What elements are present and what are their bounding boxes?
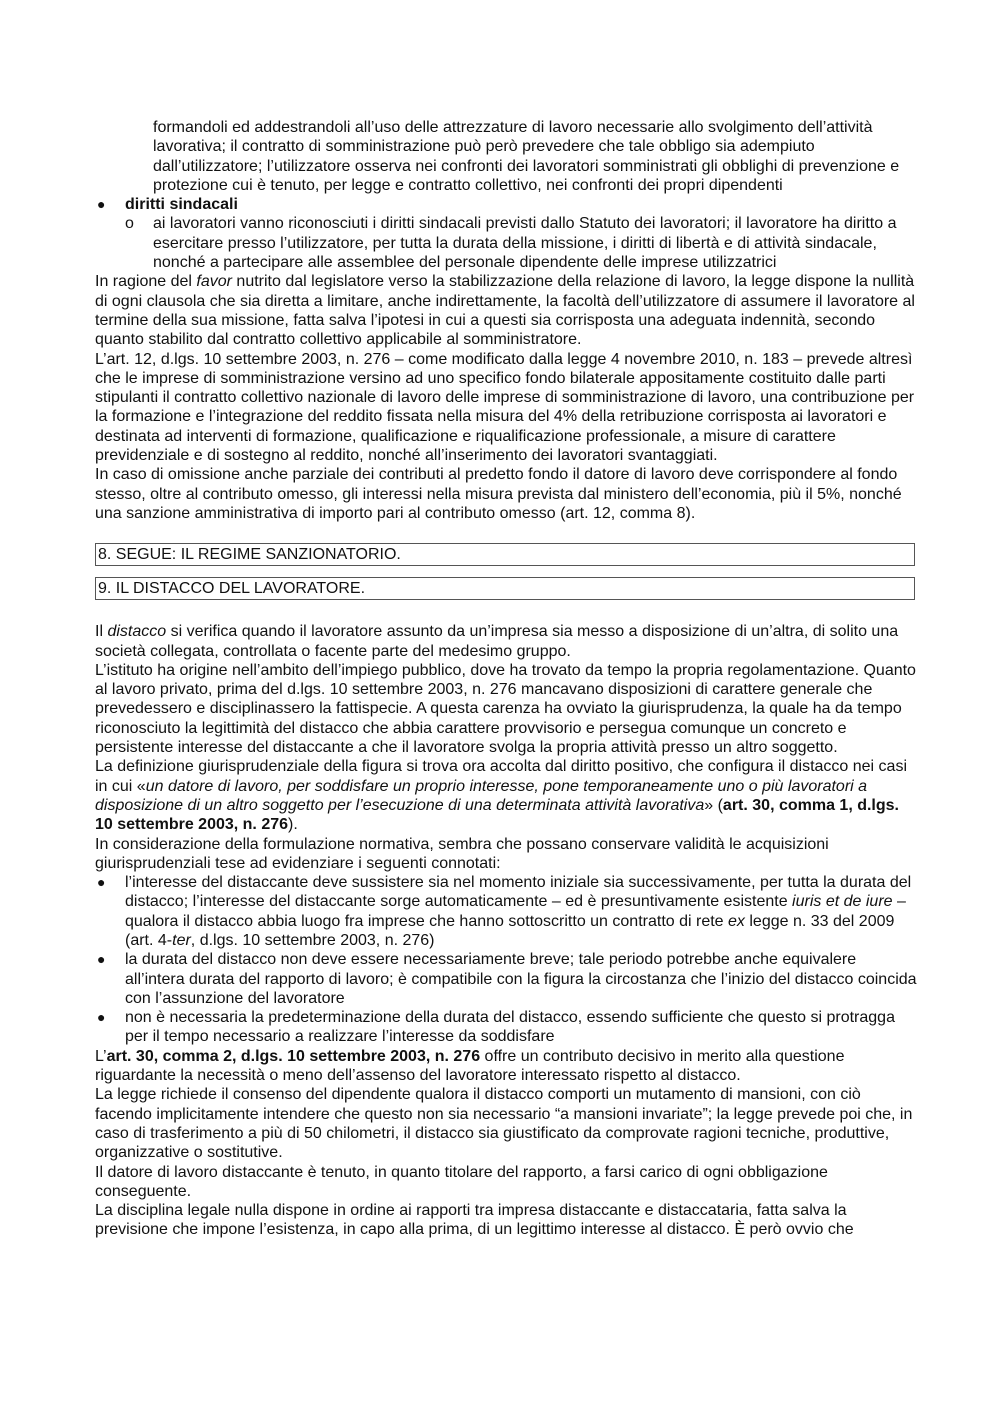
continued-sub-item: formandoli ed addestrandoli all’uso delle attrezzature di lavoro necessarie allo svolgimento dell’attività lavorativa; il contratto di somministrazione può però prevedere che tale obbligo sia adempiuto dall’utilizzatore; l’utilizzatore osserva nei confronti dei lavoratori somministrati gli obblighi di prevenzione e protezione cui è tenuto, per legge e contratto collettivo, nei confronti dei propri dipendenti: [153, 119, 900, 194]
bullet-text: non è necessaria la predeterminazione della durata del distacco, essendo sufficiente che questo si protragga per il tempo necessario a realizzare l’interesse da soddisfare: [125, 1009, 895, 1046]
italic-run: ter: [172, 931, 191, 949]
text-run: – qualora il distacco abbia luogo fra imprese che hanno sottoscritto un contratto di rete: [125, 893, 906, 930]
bold-reference: art. 30, comma 2, d.lgs. 10 settembre 2003, n. 276: [106, 1047, 481, 1065]
bullet-dot-icon: ●: [97, 196, 106, 213]
bullet-dot-icon: ●: [97, 951, 106, 968]
sub-bullet-text: ai lavoratori vanno riconosciuti i diritti sindacali previsti dallo Statuto dei lavoratori; il lavoratore ha diritto a esercitare presso l’utilizzatore, per tutta la durata della missione, i diritti di libertà e di attività sindacale, nonché a partecipare alle assemblee del personale dipendente delle imprese utilizzatrici: [153, 215, 897, 272]
bullet-dot-icon: ●: [97, 1009, 106, 1026]
bullet-text: la durata del distacco non deve essere necessariamente breve; tale periodo potrebbe anche equivalere all’intera durata del rapporto di lavoro; è compatibile con la figura la circostanza che l’inizio del distacco coincida con l’assunzione del lavoratore: [125, 951, 917, 1007]
italic-run: favor: [196, 273, 232, 291]
italic-run: iuris et de iure: [792, 893, 893, 911]
italic-run: distacco: [107, 623, 167, 641]
bold-reference: art. 30, comma 1, d.lgs. 10 settembre 2003, n. 276: [95, 796, 899, 834]
paragraph-omission: In caso di omissione anche parziale dei contributi al predetto fondo il datore di lavoro deve corrispondere al fondo stesso, oltre al contributo omesso, gli interessi nella misura prevista dal ministero dell’economia, più il 5%, nonché una sanzione amministrativa di importo pari al contributo omesso (art. 12, comma 8).: [95, 466, 902, 522]
text-run: In ragione del: [95, 273, 197, 291]
paragraph-definition: [95, 757, 917, 834]
bullet-item-interesse: [95, 873, 917, 950]
sub-bullet-item: [95, 214, 917, 272]
section-heading-8: 8. SEGUE: IL REGIME SANZIONATORIO.: [95, 543, 915, 566]
paragraph-consenso: La legge richiede il consenso del dipendente qualora il distacco comporti un mutamento di mansioni, con ciò facendo implicitamente intendere che questo non sia necessario “a mansioni invariate”; la legge prevede poi che, in caso di trasferimento a più di 50 chilometri, il distacco sia giustificato da comprovate ragioni tecniche, produttive, organizzative o sostitutive.: [95, 1086, 913, 1162]
paragraph-art30-comma2: [95, 1047, 917, 1086]
text-run: L’: [95, 1047, 107, 1065]
text-run: si verifica quando il lavoratore assunto da un’impresa sia messo a disposizione di un’altra, di solito una società collegata, controllata o facente parte del medesimo gruppo.: [95, 623, 899, 660]
paragraph-obbligazione: Il datore di lavoro distaccante è tenuto, in quanto titolare del rapporto, a farsi carico di ogni obbligazione conseguente.: [95, 1163, 828, 1200]
paragraph-origin: L’istituto ha origine nell’ambito dell’impiego pubblico, dove ha trovato da tempo la propria regolamentazione. Quanto al lavoro privato, prima del d.lgs. 10 settembre 2003, n. 276 mancavano disposizioni di carattere generale che prevedessero e disciplinassero la fattispecie. A questa carenza ha ovviato la giurisprudenza, la quale ha da tempo riconosciuto la legittimità del distacco che abbia carattere provvisorio e persegua comunque un concreto e persistente interesse del distaccante a che il lavoratore svolga la propria attività presso un altro soggetto.: [95, 661, 916, 757]
italic-quote: un datore di lavoro, per soddisfare un proprio interesse, pone temporaneamente uno o più lavoratori a disposizione di un altro soggetto per l’esecuzione di una determinata attività lavorativa: [95, 777, 868, 814]
paragraph-favor: [95, 272, 917, 349]
italic-run: ex: [728, 912, 745, 930]
bullet-title: diritti sindacali: [125, 196, 238, 214]
text-run: , d.lgs. 10 settembre 2003, n. 276): [190, 931, 435, 949]
paragraph-distacco-def: [95, 622, 917, 661]
bullet-item-diritti-sindacali: [95, 195, 917, 214]
paragraph-disciplina: La disciplina legale nulla dispone in ordine ai rapporti tra impresa distaccante e distaccataria, fatta salva la previsione che impone l’esistenza, in capo alla prima, di un legittimo interesse al distacco. È però ovvio che: [95, 1202, 854, 1239]
paragraph-connotati: In considerazione della formulazione normativa, sembra che possano conservare validità le acquisizioni giurisprudenziali tese ad evidenziare i seguenti connotati:: [95, 835, 829, 872]
text-run: ).: [288, 816, 298, 834]
hollow-circle-icon: o: [125, 215, 134, 233]
text-run: nutrito dal legislatore verso la stabilizzazione della relazione di lavoro, la legge dispone la nullità di ogni clausola che sia diretta a limitare, anche indirettamente, la facoltà dell’utilizzatore di assumere il lavoratore al termine della sua missione, fatta salva l’ipotesi in cui a questi sia corrisposta una adeguata indennità, secondo quanto stabilito dal contratto collettivo applicabile al somministratore.: [95, 273, 915, 349]
bullet-dot-icon: ●: [97, 874, 106, 891]
paragraph-art12: L’art. 12, d.lgs. 10 settembre 2003, n. 276 – come modificato dalla legge 4 novembre 2010, n. 183 – prevede altresì che le imprese di somministrazione versino ad uno specifico fondo bilaterale appositamente costituito dalle parti stipulanti il contratto collettivo nazionale di lavoro delle imprese di somministrazione di lavoro, una contribuzione per la formazione e l’integrazione del reddito fissata nella misura del 4% della retribuzione corrisposta ai lavoratori e destinata ad interventi di formazione, qualificazione e riqualificazione professionale, a misure di carattere previdenziale e di sostegno al reddito, nonché all’inserimento dei lavoratori svantaggiati.: [95, 350, 915, 465]
text-run: Il: [95, 623, 108, 641]
bullet-item-predeterminazione: [95, 1008, 917, 1047]
text-run: offre un contributo decisivo in merito alla questione riguardante la necessità o meno dell’assenso del lavoratore interessato rispetto al distacco.: [95, 1047, 845, 1085]
page-content: [95, 118, 917, 1240]
section-heading-9: 9. IL DISTACCO DEL LAVORATORE.: [95, 577, 915, 600]
text-run: La definizione giurisprudenziale della figura si trova ora accolta dal diritto positivo, che configura il distacco nei casi in cui «: [95, 758, 907, 795]
text-run: legge n. 33 del 2009 (art. 4-: [125, 912, 895, 949]
text-run: » (: [704, 796, 723, 814]
text-run: l’interesse del distaccante deve sussistere sia nel momento iniziale sia successivamente, per tutta la durata del distacco; l’interesse del distaccante sorge automaticamente – ed è presuntivamente esistente: [125, 874, 912, 911]
bullet-item-durata: [95, 950, 917, 1008]
